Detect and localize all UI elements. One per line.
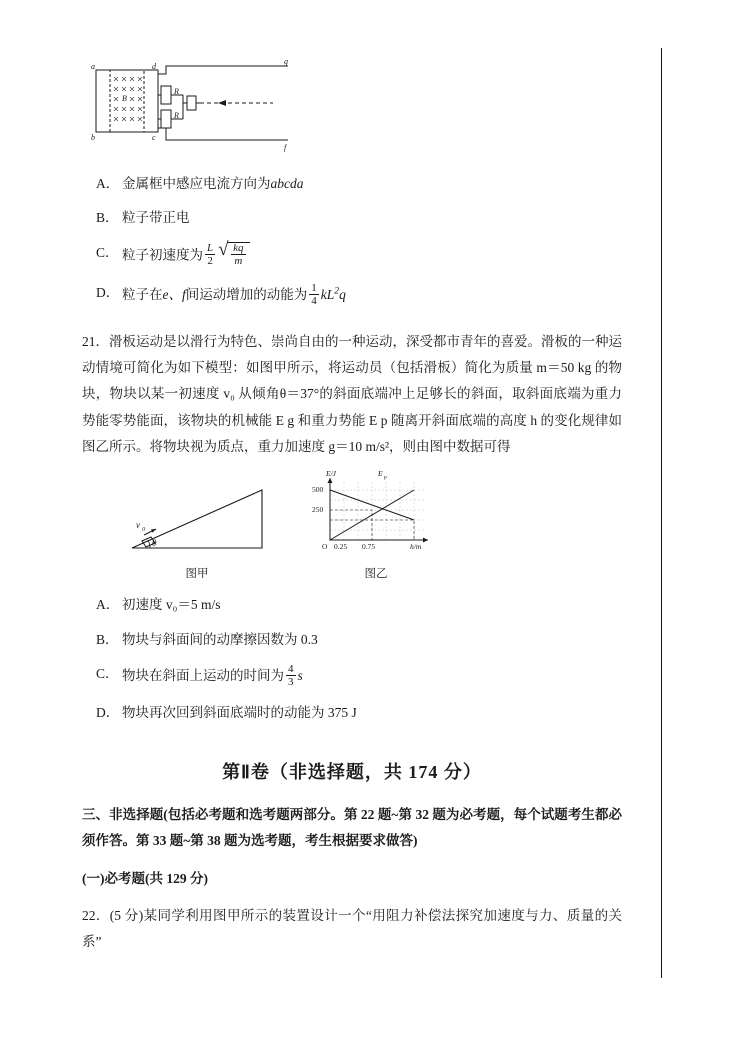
- svg-text:0.75: 0.75: [362, 542, 376, 552]
- formula-fraction-L-2: $\frac{L}{2}$: [207, 242, 214, 268]
- option-a-text: 金属框中感应电流方向为: [122, 176, 271, 191]
- formula-sqrt-kq-m: √ $\frac{kq}{m}$: [218, 242, 249, 269]
- question-22-text: 22．(5 分)某同学利用图甲所示的装置设计一个“用阻力补偿法探究加速度与力、质量的关系”: [82, 907, 622, 949]
- figure-graph-caption: 图乙: [364, 568, 388, 581]
- option-row-c: [96, 243, 622, 270]
- option-text-c: [122, 243, 622, 270]
- q21-option-row-c: [96, 664, 622, 690]
- q21-option-row-a: [96, 595, 622, 615]
- svg-text:E/J: E/J: [326, 470, 336, 479]
- svg-text:R: R: [174, 111, 179, 120]
- option-d-text-pre: 粒子在: [122, 287, 163, 303]
- svg-text:v: v: [136, 520, 140, 531]
- svg-text:f: f: [284, 143, 287, 152]
- option-label-d: D．: [96, 285, 120, 301]
- page-content: [82, 56, 622, 955]
- q21-option-text-b: 物块与斜面间的动摩擦因数为 0.3: [122, 631, 318, 647]
- section-three-instructions: 三、非选择题(包括必考题和选考题两部分。第 22 题~第 32 题为必考题，每个试题考生都必须作答。第 33 题~第 38 题为选考题，考生根据要求做答): [82, 806, 622, 848]
- page-vertical-rule: [661, 48, 662, 978]
- question-21-text: 滑板运动是以滑行为特色、崇尚自由的一种运动，深受都市青年的喜爱。滑板的一种运动情境可简化为如下模型：如图甲所示，将运动员（包括滑板）简化为质量 m＝50 kg 的物块，物块以某一初速度 v₀ 从倾角θ＝37°的斜面底端冲上足够长的斜面，取斜面底端为重力势能零势能面，该物块的机械能 E g 和重力势能 E p 随离开斜面底端的高度 h 的变化规律如图乙所示。将物块视为质点，重力加速度 g＝10 m/s²，则由图中数据可得: [82, 333, 622, 454]
- option-row-a: [96, 174, 622, 194]
- q21-option-label-a: A．: [96, 597, 120, 613]
- svg-text:250: 250: [312, 505, 324, 515]
- option-row-d: [96, 283, 622, 309]
- question-21-number: 21．: [82, 333, 109, 349]
- svg-text:g: g: [284, 60, 288, 66]
- svg-text:h/m: h/m: [410, 542, 422, 552]
- figure-row-21: [122, 470, 622, 581]
- option-label-a: A．: [96, 176, 120, 191]
- svg-text:500: 500: [312, 485, 324, 495]
- svg-text:O: O: [322, 542, 328, 552]
- option-d-italic: e、f: [162, 287, 186, 303]
- svg-text:c: c: [152, 133, 156, 142]
- option-label-c: C．: [96, 244, 119, 260]
- svg-text:E: E: [378, 470, 383, 479]
- option-a-italic: abcda: [270, 176, 304, 191]
- svg-text:B: B: [122, 94, 127, 103]
- svg-text:a: a: [91, 62, 95, 71]
- option-c-text: 粒子初速度为: [122, 246, 203, 262]
- formula-kL2q: $kL^2q$: [320, 285, 346, 303]
- option-row-b: [96, 208, 622, 228]
- svg-text:0.25: 0.25: [334, 542, 348, 552]
- q21-option-label-b: B．: [96, 631, 119, 647]
- q21-option-text-c: 物块在斜面上运动的时间为 $\frac{4}{3}$ s: [122, 662, 303, 689]
- formula-fraction-4-3: $\frac{4}{3}$: [288, 662, 294, 689]
- svg-text:R: R: [174, 87, 179, 96]
- part-two-title: 第Ⅱ卷（非选择题，共 174 分）: [222, 761, 482, 782]
- figure-incline: [122, 478, 272, 581]
- figure-circuit-diagram: [88, 60, 318, 160]
- q21-option-label-d: D．: [96, 705, 120, 721]
- mandatory-section-label: (一)必考题(共 129 分): [82, 871, 208, 887]
- svg-text:b: b: [91, 133, 95, 142]
- svg-text:p: p: [384, 474, 387, 481]
- figure-incline-caption: 图甲: [185, 568, 209, 581]
- formula-fraction-1-4: $\frac{1}{4}$: [311, 282, 317, 308]
- q21-option-label-c: C．: [96, 665, 119, 681]
- option-label-b: B．: [96, 210, 119, 226]
- q21-option-row-b: [96, 630, 622, 650]
- q21-option-row-d: [96, 703, 622, 723]
- q21-option-text-a: 初速度 v₀＝5 m/s: [122, 597, 221, 613]
- option-text-a: [122, 174, 622, 194]
- svg-text:θ: θ: [152, 538, 157, 549]
- option-text-b: 粒子带正电: [122, 210, 190, 226]
- svg-text:d: d: [152, 62, 156, 71]
- figure-energy-graph: [306, 470, 446, 581]
- option-text-d: [122, 283, 622, 309]
- option-d-text-post: 间运动增加的动能为: [185, 287, 308, 303]
- svg-text:0: 0: [142, 527, 145, 534]
- q21-option-text-d: 物块再次回到斜面底端时的动能为 375 J: [122, 705, 357, 721]
- question-21-paragraph: [82, 329, 622, 461]
